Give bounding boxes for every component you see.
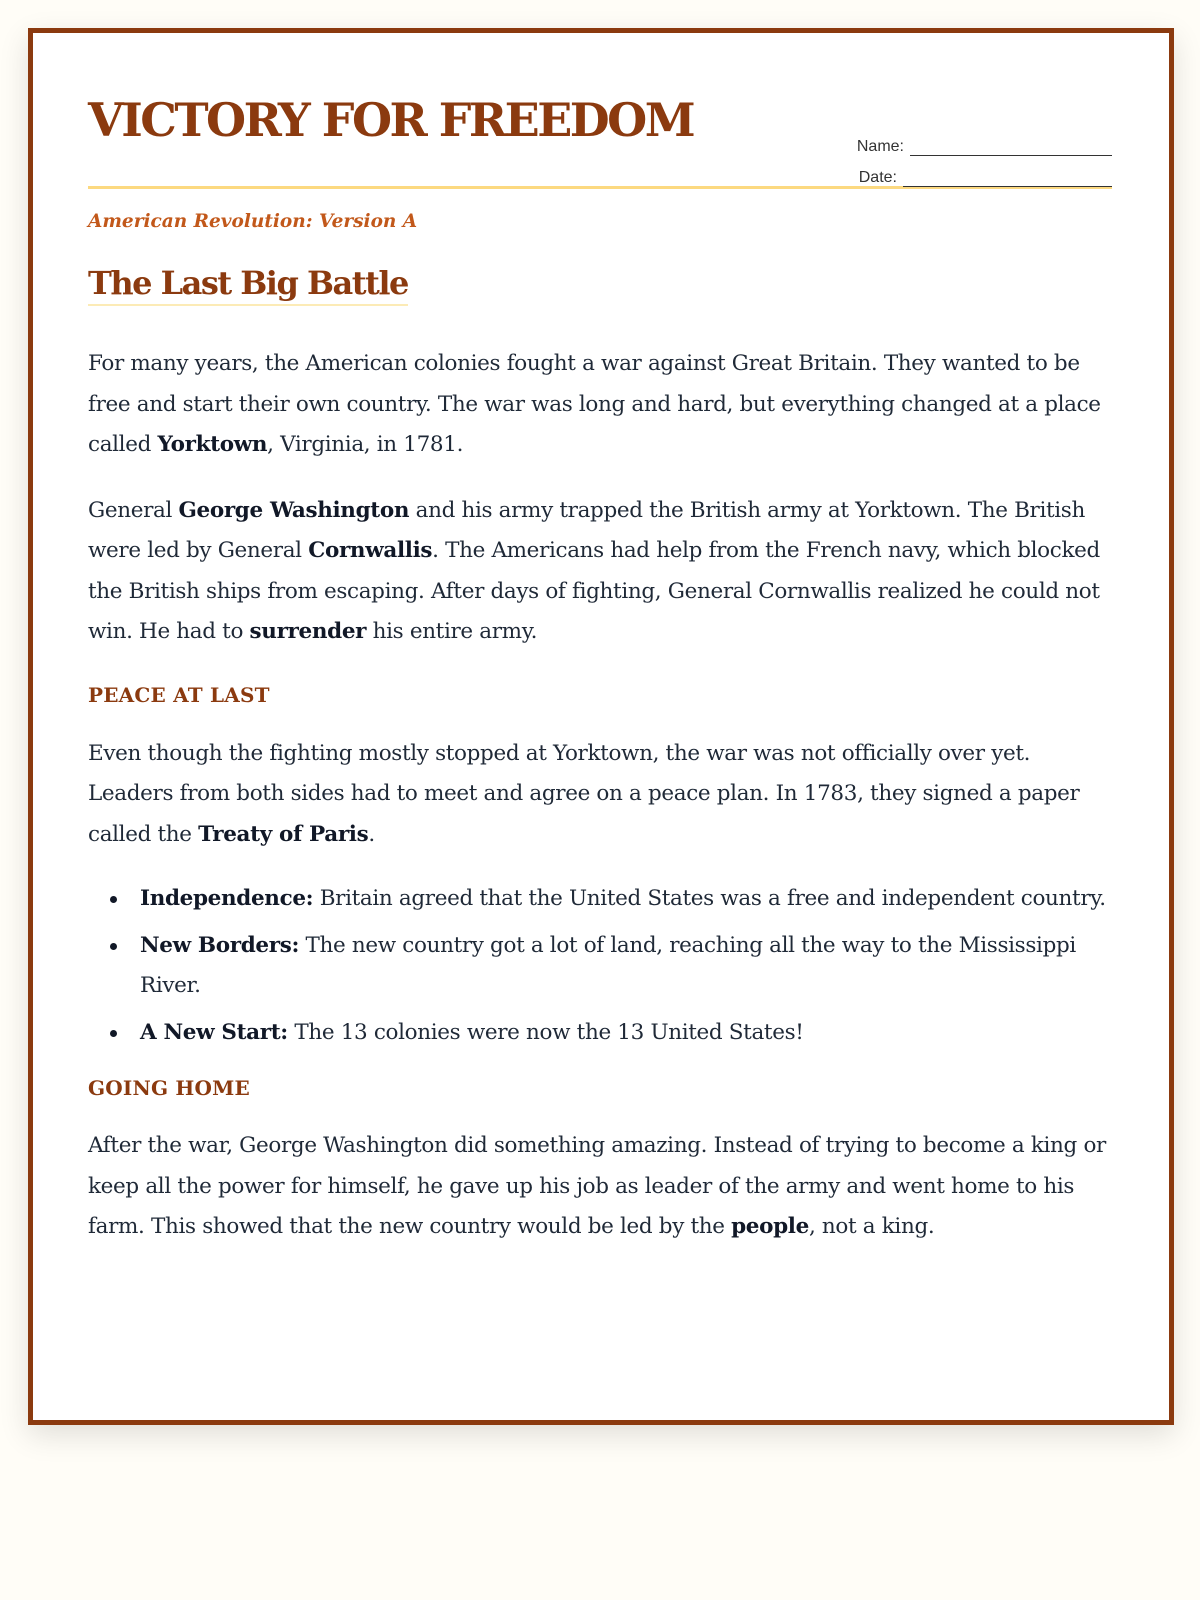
list-item-text: The new country got a lot of land, reaching all the way to the Mississippi River. [140,932,1076,998]
worksheet-page [28,28,1174,1425]
worksheet-subtitle: American Revolution: Version A [88,211,418,232]
list-item-text: The 13 colonies were now the 13 United States! [287,1019,804,1045]
paragraph-text: . The Americans had help from the French navy, which blocked the British ships from escaping. After days of fighting, General Cornwallis realized he could not win. He had to [88,538,1100,644]
name-row [857,125,1112,156]
list-item [140,926,1112,1007]
bullet-dot-icon [110,896,117,903]
list-item [140,1013,1112,1054]
paragraph-yorktown-intro [88,344,1112,466]
key-term: people [731,1214,809,1239]
key-term: Cornwallis [308,538,433,563]
paragraph-siege [88,491,1112,653]
bullet-dot-icon [110,1030,117,1037]
paragraph-text: General [88,497,179,523]
key-term: Yorktown [157,432,268,457]
key-term: surrender [249,619,367,644]
paragraph-text: , not a king. [808,1214,935,1239]
key-term: Treaty of Paris [198,821,369,847]
section-title: The Last Big Battle [88,263,408,306]
subheading-going-home: GOING HOME [88,1076,250,1100]
list-item-text: Britain agreed that the United States was a free and independent country. [313,886,1106,911]
paragraph-text: his entire army. [366,619,538,644]
key-term: George Washington [178,497,410,523]
name-blank-line [910,141,1112,156]
list-item-term: New Borders: [140,932,300,958]
worksheet-header [88,33,1112,189]
subheading-peace-at-last: PEACE AT LAST [88,682,270,707]
paragraph-text: , Virginia, in 1781. [267,432,464,457]
date-row [857,156,1112,187]
bullet-dot-icon [110,943,117,950]
paragraph-going-home [88,1126,1112,1248]
paragraph-text: and his army trapped the British army at Yorktown. The British were led by General [88,497,1085,563]
paragraph-text: Even though the fighting mostly stopped at Yorktown, the war was not officially over yet. Leaders from both sides had to meet and agree on a peace plan. In 1783, they signed a paper called the [88,740,1080,847]
list-item [140,879,1112,920]
date-blank-line [903,172,1112,187]
paragraph-text: After the war, George Washington did something amazing. Instead of trying to become a king or keep all the power for himself, he gave up his job as leader of the army and went home to his farm. This showed that the new country would be led by the [88,1133,1106,1239]
page-title: VICTORY FOR FREEDOM [88,93,694,147]
paragraph-treaty [88,734,1112,856]
date-label: Date: [858,169,897,186]
name-label: Name: [856,138,904,155]
treaty-terms-list [88,879,1112,1053]
list-item-term: Independence: [140,886,314,911]
paragraph-text: For many years, the American colonies fought a war against Great Britain. They wanted to be free and start their own country. The war was long and hard, but everything changed at a place called [88,351,1101,457]
name-date-fields [857,125,1112,187]
paragraph-text: . [368,821,375,847]
list-item-term: A New Start: [140,1019,288,1045]
